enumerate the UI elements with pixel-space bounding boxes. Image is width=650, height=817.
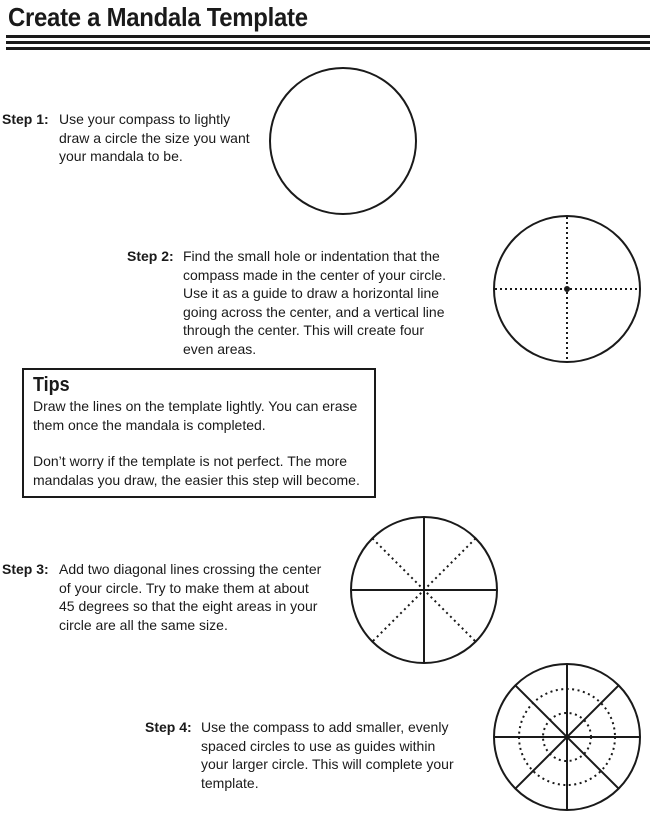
step-line: Use the compass to add smaller, evenly — [201, 719, 449, 735]
step-label: Step 4: — [145, 719, 192, 735]
step-2-quartered-circle-diagram — [492, 214, 642, 364]
step-label: Step 2: — [127, 248, 174, 264]
step-line: even areas. — [183, 340, 257, 357]
step-line: draw a circle the size you want — [59, 129, 250, 146]
title-rule — [6, 47, 650, 50]
page-title: Create a Mandala Template — [8, 2, 308, 32]
step-line: Use your compass to lightly — [59, 111, 231, 127]
step-text — [201, 718, 454, 792]
tips-line: Draw the lines on the template lightly. You can erase — [33, 398, 358, 414]
outer-circle — [270, 68, 416, 214]
step-4-concentric-circles-diagram — [492, 662, 642, 812]
step-3-eighths-circle-diagram — [349, 515, 499, 665]
step-line: Find the small hole or indentation that the — [183, 248, 440, 264]
step-line: template. — [201, 774, 259, 791]
tips-box — [22, 368, 376, 498]
step-line: Add two diagonal lines crossing the center — [59, 561, 322, 577]
tips-line: mandalas you draw, the easier this step will become. — [33, 471, 360, 488]
tips-line: them once the mandala is completed. — [33, 416, 266, 433]
tips-paragraph — [33, 397, 365, 434]
title-rule — [6, 41, 650, 44]
step-line: your larger circle. This will complete your — [201, 756, 454, 772]
center-dot — [564, 286, 570, 292]
step-label: Step 3: — [2, 561, 49, 577]
step-line: your mandala to be. — [59, 148, 183, 164]
step-line: of your circle. Try to make them at about — [59, 579, 309, 596]
step-line: through the center. This will create four — [183, 322, 424, 338]
step-line: Use it as a guide to draw a horizontal line — [183, 285, 440, 301]
step-text — [183, 247, 446, 358]
tips-line: Don’t worry if the template is not perfect. The more — [33, 453, 348, 469]
tips-paragraph — [33, 452, 365, 489]
title-rule — [6, 35, 650, 38]
step-line: circle are all the same size. — [59, 616, 228, 633]
step-line: going across the center, and a vertical line — [183, 303, 445, 320]
step-line: compass made in the center of your circle. — [183, 266, 447, 283]
step-1-circle-diagram — [268, 66, 418, 216]
step-text — [59, 560, 321, 634]
step-text — [59, 110, 250, 166]
tips-title: Tips — [33, 374, 70, 396]
step-label: Step 1: — [2, 111, 49, 127]
step-line: spaced circles to use as guides within — [201, 737, 436, 754]
step-line: 45 degrees so that the eight areas in your — [59, 598, 318, 614]
